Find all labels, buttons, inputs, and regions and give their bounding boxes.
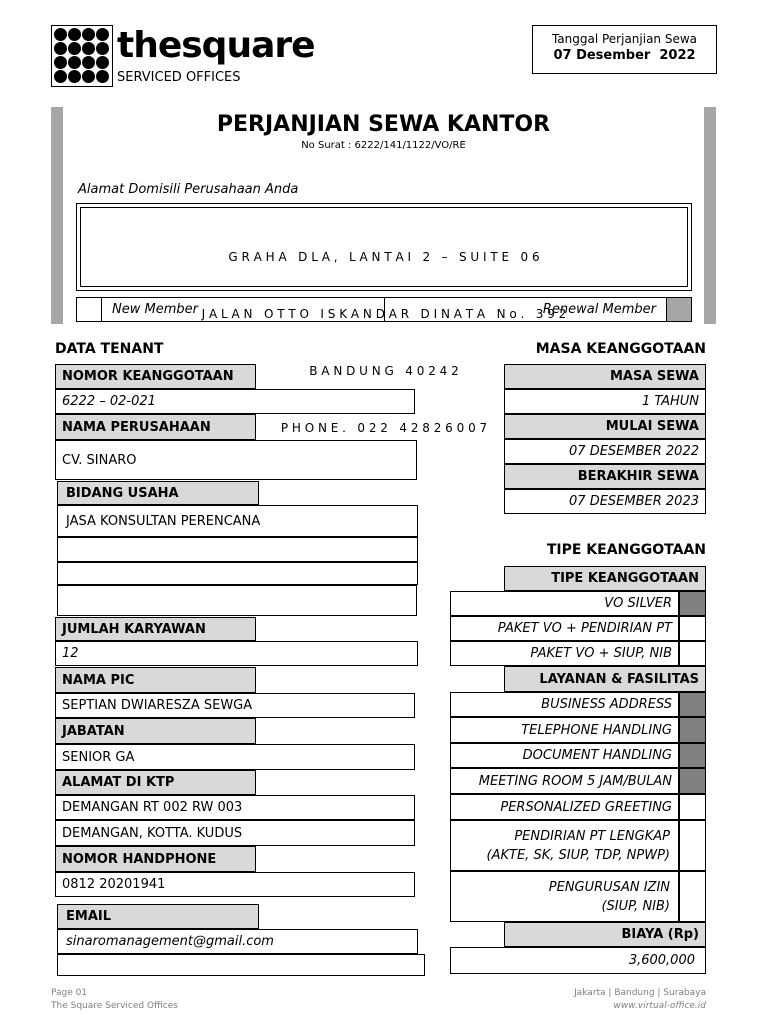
biaya-value: 3,600,000 [450, 947, 706, 974]
layanan-item-label: TELEPHONE HANDLING [450, 717, 679, 743]
email-blank-row [57, 954, 425, 976]
tipe-checkbox[interactable] [679, 641, 706, 666]
jumlah-value: 12 [55, 641, 418, 666]
right-bar [704, 107, 716, 324]
layanan-checkbox-checked[interactable] [679, 717, 706, 743]
footer-page: Page 01 [51, 988, 88, 998]
pic-label: NAMA PIC [55, 667, 256, 693]
tipe-checkbox[interactable] [679, 616, 706, 641]
doc-title: PERJANJIAN SEWA KANTOR [216, 112, 551, 137]
izin-label [450, 871, 679, 922]
hp-label: NOMOR HANDPHONE [55, 846, 256, 872]
address-line: P H O N E . 0 2 2 4 2 8 2 6 0 0 7 [280, 421, 488, 435]
layanan-item-label: PERSONALIZED GREETING [450, 794, 679, 820]
tipe-header: TIPE KEANGGOTAAN [504, 566, 706, 591]
pendirian-line: PENDIRIAN PT LENGKAP [514, 829, 670, 844]
layanan-item-label: MEETING ROOM 5 JAM/BULAN [450, 768, 679, 794]
pendirian-line: (AKTE, SK, SIUP, TDP, NPWP) [486, 848, 670, 863]
berakhir-sewa-value: 07 DESEMBER 2023 [504, 489, 706, 514]
pic-value: SEPTIAN DWIARESZA SEWGA [55, 693, 415, 718]
layanan-checkbox-checked[interactable] [679, 743, 706, 768]
footer-web-link[interactable]: www.virtual-office.id [613, 1001, 706, 1011]
footer-company: The Square Serviced Offices [51, 1001, 178, 1011]
layanan-checkbox[interactable] [679, 794, 706, 820]
bidang-value: JASA KONSULTAN PERENCANA [57, 505, 418, 537]
address-line: G R A H A D L A , L A N T A I 2 – S U I T E 0 6 [228, 250, 540, 264]
layanan-checkbox-checked[interactable] [679, 768, 706, 794]
pendirian-checkbox[interactable] [679, 820, 706, 871]
alamat-label: ALAMAT DI KTP [55, 770, 256, 795]
jumlah-label: JUMLAH KARYAWAN [55, 617, 256, 641]
left-bar [51, 107, 63, 324]
nama-value: CV. SINARO [55, 440, 417, 480]
nomor-value: 6222 – 02-021 [55, 389, 415, 414]
renewal-member-label: Renewal Member [384, 297, 667, 322]
bidang-blank-row [57, 562, 418, 585]
date-value: 07 Desember 2022 [553, 48, 696, 63]
address-line: J A L A N O T T O I S K A N D A R D I N A T A N o . 3 9 2 [201, 307, 567, 321]
tenant-title: DATA TENANT [55, 341, 164, 357]
berakhir-sewa-label: BERAKHIR SEWA [504, 464, 706, 489]
jabatan-label: JABATAN [55, 718, 256, 744]
layanan-checkbox-checked[interactable] [679, 692, 706, 717]
address-line: B A N D U N G 4 0 2 4 2 [309, 364, 459, 378]
layanan-header: LAYANAN & FASILITAS [504, 666, 706, 692]
masa-sewa-value: 1 TAHUN [504, 389, 706, 414]
masa-sewa-label: MASA SEWA [504, 364, 706, 389]
layanan-item-label: BUSINESS ADDRESS [450, 692, 679, 717]
bidang-blank-row [57, 585, 417, 616]
no-surat: No Surat : 6222/141/1122/VO/RE [301, 140, 466, 151]
date-box [532, 25, 717, 74]
bidang-blank-row [57, 537, 418, 562]
hp-value: 0812 20201941 [55, 872, 415, 897]
bidang-label: BIDANG USAHA [57, 481, 259, 505]
mulai-sewa-label: MULAI SEWA [504, 414, 706, 439]
renewal-member-checkbox[interactable] [666, 297, 692, 322]
footer-cities: Jakarta | Bandung | Surabaya [574, 988, 706, 998]
biaya-label: BIAYA (Rp) [504, 922, 706, 947]
email-label: EMAIL [57, 904, 259, 929]
email-value: sinaromanagement@gmail.com [57, 929, 418, 954]
alamat-line-2: DEMANGAN, KOTTA. KUDUS [55, 820, 415, 846]
new-member-label: New Member [101, 297, 385, 322]
nomor-label: NOMOR KEANGGOTAAN [55, 364, 256, 389]
logo-name: thesquare [117, 25, 315, 66]
mulai-sewa-value: 07 DESEMBER 2022 [504, 439, 706, 464]
new-member-checkbox[interactable] [76, 297, 102, 322]
alamat-line-1: DEMANGAN RT 002 RW 003 [55, 795, 415, 820]
logo-sub: SERVICED OFFICES [117, 70, 241, 85]
izin-line: (SIUP, NIB) [601, 899, 670, 914]
layanan-item-label: DOCUMENT HANDLING [450, 743, 679, 768]
masa-title: MASA KEANGGOTAAN [535, 341, 706, 357]
tipe-title: TIPE KEANGGOTAAN [546, 542, 706, 558]
logo-mark [51, 25, 113, 87]
nama-label: NAMA PERUSAHAAN [55, 414, 256, 440]
date-label: Tanggal Perjanjian Sewa [551, 32, 698, 46]
tipe-item-label: PAKET VO + SIUP, NIB [450, 641, 679, 666]
tipe-checkbox-checked[interactable] [679, 591, 706, 616]
izin-line: PENGURUSAN IZIN [548, 880, 670, 895]
jabatan-value: SENIOR GA [55, 744, 415, 770]
izin-checkbox[interactable] [679, 871, 706, 922]
tipe-item-label: PAKET VO + PENDIRIAN PT [450, 616, 679, 641]
pendirian-label [450, 820, 679, 871]
tipe-item-label: VO SILVER [450, 591, 679, 616]
domisili-label: Alamat Domisili Perusahaan Anda [78, 182, 299, 197]
